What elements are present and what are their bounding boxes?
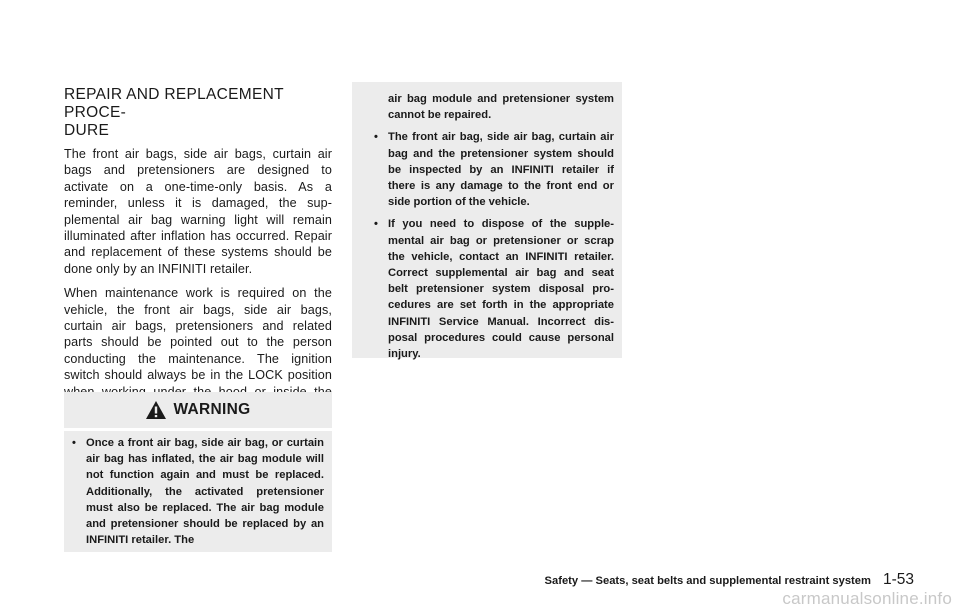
warning-list-continued	[366, 91, 614, 368]
warning-box	[64, 392, 332, 552]
warning-header	[64, 392, 332, 431]
warning-title: WARNING	[173, 401, 251, 418]
list-item-text: Once a front air bag, side air bag, or curtain air bag has inflated, the air bag module will not function again and must be replaced. Additionally, the activated pretensioner must also be replaced. The air bag module and pretensioner should be replaced by an INFINITI retailer. The	[86, 437, 324, 547]
watermark: carmanualsonline.info	[782, 589, 952, 608]
section-heading: REPAIR AND REPLACEMENT PROCE- DURE	[64, 86, 284, 139]
page-number: 1-53	[882, 571, 914, 588]
list-item	[64, 435, 324, 548]
paragraph-1: The front air bags, side air bags, curtain air bags and pretensioners are designed to activate on a one-time-only basis. As a reminder, unless it is damaged, the sup- plemental air bag warning light will remain illuminated after inflation has occurred. Repair and replacement of these systems should be done only by an INFINITI retailer.	[64, 147, 332, 276]
warning-triangle-icon	[145, 400, 167, 420]
warning-box-continued	[352, 82, 622, 361]
page-footer	[545, 571, 914, 589]
bullet-icon: •	[374, 218, 378, 231]
list-item-text: If you need to dispose of the supple- mental air bag or pretensioner or scrap the vehicle, contact an INFINITI retailer. Correct supplemental air bag and seat belt pretensioner system disposal pro- cedures are set forth in the appropriate INFINITI Service Manual. Incorrect dis- posal procedures could cause personal injury.	[388, 218, 614, 361]
left-column	[64, 86, 332, 425]
warning-list	[64, 435, 324, 548]
bullet-icon: •	[374, 131, 378, 144]
list-item	[366, 216, 614, 362]
paragraph-2: When maintenance work is required on the vehicle, the front air bags, side air bags, curtain air bags, pretensioners and related parts should be pointed out to the person conducting the maintenance. The ignition switch should always be in the LOCK position	[64, 286, 332, 383]
footer-section-title: Safety — Seats, seat belts and supplemental restraint system	[544, 575, 871, 587]
list-item-text: The front air bag, side air bag, curtain air bag and the pretensioner system should be inspected by an INFINITI retailer if there is any damage to the front end or side portion of the vehicle.	[388, 131, 614, 209]
bullet-icon: •	[72, 437, 76, 449]
list-item-continued: air bag module and pretensioner system cannot be repaired.	[388, 93, 614, 122]
list-item	[366, 129, 614, 210]
